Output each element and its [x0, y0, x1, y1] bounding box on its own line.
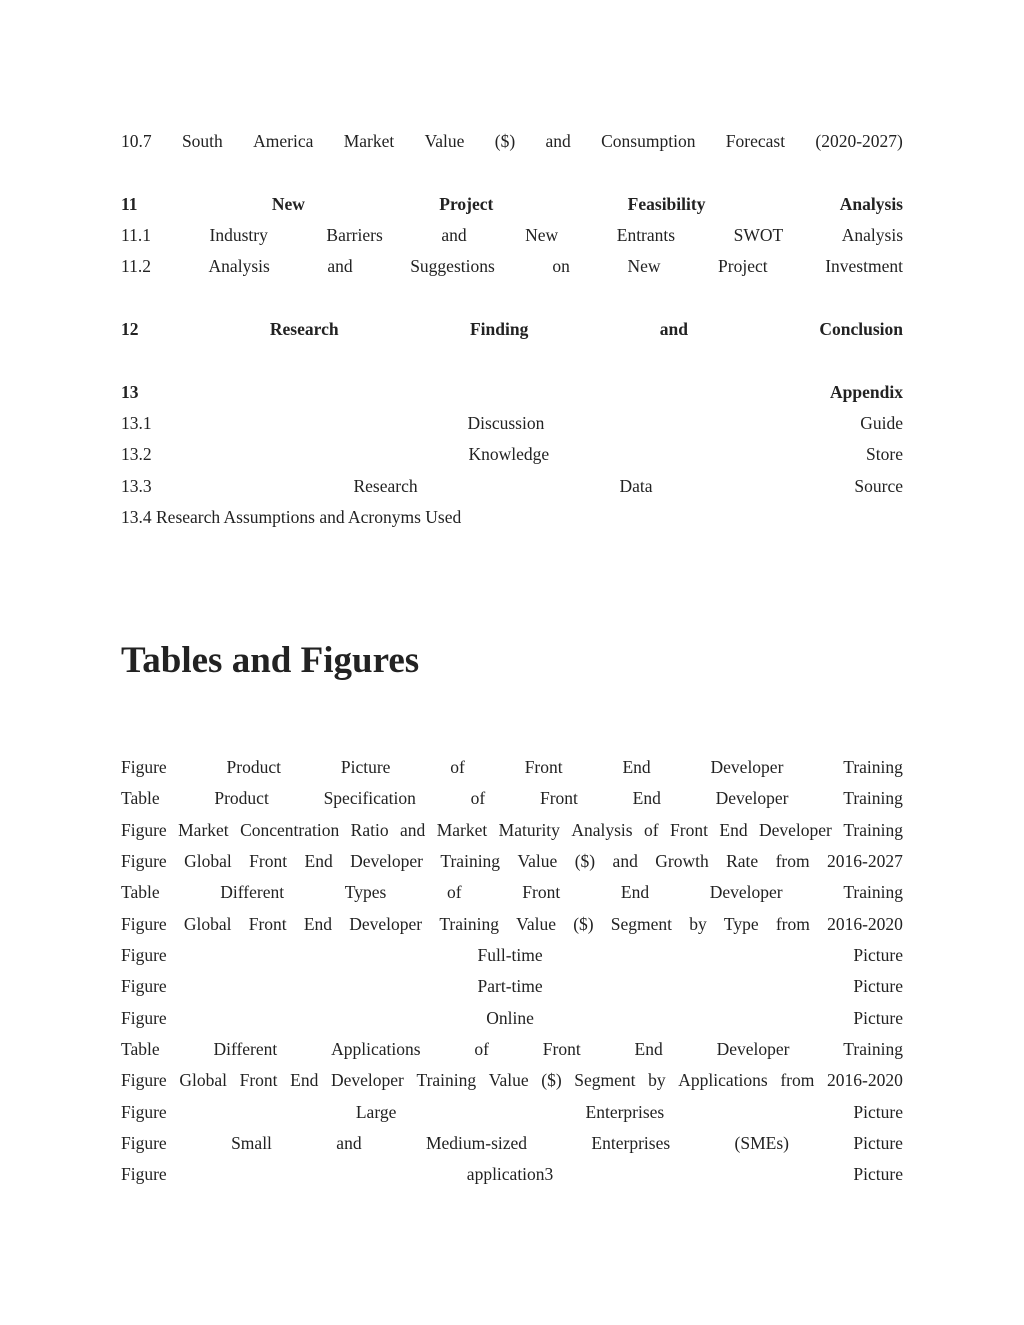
- line-word: ($): [574, 851, 596, 871]
- toc-line-13-2: [121, 443, 903, 465]
- figure-list-item: [121, 787, 903, 809]
- line-word: Table: [121, 1039, 160, 1059]
- line-word: Online: [486, 1008, 534, 1028]
- line-word: Segment: [610, 914, 673, 934]
- line-word: Front: [239, 1070, 278, 1090]
- line-word: Investment: [825, 256, 903, 276]
- line-word: Conclusion: [819, 319, 903, 339]
- line-word: Entrants: [616, 225, 676, 245]
- figure-list-item: [121, 1069, 903, 1091]
- line-word: Source: [854, 476, 903, 496]
- line-word: Developer: [349, 914, 423, 934]
- line-word: Applications: [678, 1070, 768, 1090]
- line-word: Consumption: [601, 131, 696, 151]
- line-word: Different: [213, 1039, 278, 1059]
- figure-list-item: [121, 756, 903, 778]
- line-word: Analysis: [839, 194, 903, 214]
- line-word: Part-time: [477, 976, 543, 996]
- line-word: Analysis: [208, 256, 270, 276]
- line-word: Training: [440, 851, 501, 871]
- line-word: Figure: [121, 945, 167, 965]
- line-word: Maturity: [498, 820, 560, 840]
- line-word: 13.2: [121, 444, 152, 464]
- line-word: Training: [843, 788, 903, 808]
- line-word: End: [290, 1070, 319, 1090]
- line-word: Growth: [655, 851, 709, 871]
- line-word: Product: [226, 757, 281, 777]
- line-word: Large: [355, 1102, 397, 1122]
- line-word: by: [648, 1070, 666, 1090]
- line-word: and: [659, 319, 688, 339]
- line-word: Picture: [853, 1102, 903, 1122]
- line-word: Analysis: [841, 225, 903, 245]
- line-word: of: [470, 788, 486, 808]
- line-word: Table: [121, 788, 160, 808]
- line-word: Forecast: [725, 131, 786, 151]
- line-word: of: [644, 820, 659, 840]
- line-word: Value: [488, 1070, 529, 1090]
- line-word: Picture: [853, 1008, 903, 1028]
- line-word: Front: [249, 851, 288, 871]
- figure-list-item: [121, 850, 903, 872]
- line-word: ($): [573, 914, 594, 934]
- line-word: End: [622, 757, 651, 777]
- line-word: Finding: [469, 319, 529, 339]
- line-word: Research: [353, 476, 418, 496]
- line-word: Developer: [715, 788, 789, 808]
- line-word: Figure: [121, 757, 167, 777]
- section-heading: Tables and Figures: [121, 640, 420, 681]
- line-word: 12: [121, 319, 139, 339]
- line-word: Value: [517, 851, 558, 871]
- line-word: Front: [524, 757, 563, 777]
- line-word: End: [620, 882, 650, 902]
- line-word: Developer: [350, 851, 423, 871]
- line-word: Global: [184, 851, 232, 871]
- line-word: Front: [542, 1039, 581, 1059]
- toc-line-13-4: [121, 506, 903, 528]
- line-word: Front: [248, 914, 287, 934]
- line-word: Developer: [330, 1070, 404, 1090]
- figure-list-item: [121, 944, 903, 966]
- line-word: Market: [178, 820, 229, 840]
- line-word: Picture: [853, 1164, 903, 1184]
- line-word: by: [689, 914, 707, 934]
- line-word: Picture: [853, 945, 903, 965]
- line-word: and: [327, 256, 353, 276]
- figure-list-item: [121, 881, 903, 903]
- line-word: Value: [516, 914, 557, 934]
- line-word: End: [303, 914, 333, 934]
- line-word: 13.4 Research Assumptions and Acronyms Used: [121, 507, 462, 527]
- line-word: Product: [214, 788, 269, 808]
- line-word: ($): [494, 131, 516, 151]
- figure-list-item: [121, 819, 903, 841]
- line-word: Suggestions: [410, 256, 495, 276]
- line-word: Industry: [209, 225, 268, 245]
- line-word: 2016-2027: [827, 851, 903, 871]
- line-word: Medium-sized: [425, 1133, 528, 1153]
- line-word: Training: [843, 820, 903, 840]
- line-word: Training: [843, 1039, 903, 1059]
- line-word: Figure: [121, 1008, 167, 1028]
- line-word: New: [271, 194, 305, 214]
- line-word: Training: [416, 1070, 477, 1090]
- line-word: application3: [466, 1164, 554, 1184]
- line-word: Figure: [121, 1070, 167, 1090]
- line-word: 13.3: [121, 476, 152, 496]
- line-word: SWOT: [733, 225, 784, 245]
- line-word: Discussion: [467, 413, 545, 433]
- line-word: Guide: [860, 413, 903, 433]
- line-word: 13: [121, 382, 139, 402]
- line-word: Picture: [853, 976, 903, 996]
- line-word: Figure: [121, 976, 167, 996]
- line-word: Front: [522, 882, 561, 902]
- line-word: Concentration: [240, 820, 340, 840]
- figure-list-item: [121, 1038, 903, 1060]
- line-word: and: [441, 225, 467, 245]
- figure-list-item: [121, 913, 903, 935]
- line-word: America: [253, 131, 314, 151]
- line-word: Market: [343, 131, 395, 151]
- line-word: Feasibility: [627, 194, 706, 214]
- line-word: 2016-2020: [827, 1070, 903, 1090]
- line-word: Full-time: [477, 945, 543, 965]
- figure-list-item: [121, 1101, 903, 1123]
- line-word: Developer: [709, 882, 783, 902]
- line-word: 11: [121, 194, 138, 214]
- line-word: Different: [220, 882, 285, 902]
- line-word: (SMEs): [734, 1133, 789, 1153]
- line-word: Applications: [331, 1039, 421, 1059]
- line-word: Data: [619, 476, 653, 496]
- line-word: and: [400, 820, 426, 840]
- line-word: Market: [436, 820, 488, 840]
- line-word: from: [775, 914, 810, 934]
- line-word: Picture: [853, 1133, 903, 1153]
- line-word: of: [447, 882, 462, 902]
- figure-list-item: [121, 975, 903, 997]
- line-word: Enterprises: [585, 1102, 665, 1122]
- line-word: from: [775, 851, 810, 871]
- line-word: End: [632, 788, 661, 808]
- line-word: Developer: [759, 820, 832, 840]
- line-word: New: [627, 256, 661, 276]
- line-word: Knowledge: [468, 444, 550, 464]
- line-word: of: [474, 1039, 489, 1059]
- line-word: Picture: [340, 757, 391, 777]
- line-word: 2016-2020: [827, 914, 903, 934]
- line-word: Barriers: [326, 225, 383, 245]
- line-word: of: [450, 757, 465, 777]
- line-word: Type: [723, 914, 759, 934]
- line-word: Figure: [121, 1133, 167, 1153]
- toc-line-11: [121, 193, 903, 215]
- toc-line-11-1: [121, 224, 903, 246]
- line-word: Figure: [121, 851, 167, 871]
- line-word: on: [552, 256, 570, 276]
- line-word: Rate: [726, 851, 759, 871]
- line-word: Project: [439, 194, 494, 214]
- line-word: Figure: [121, 1164, 167, 1184]
- line-word: 13.1: [121, 413, 152, 433]
- line-word: Project: [718, 256, 768, 276]
- line-word: Types: [344, 882, 387, 902]
- line-word: End: [634, 1039, 663, 1059]
- line-word: and: [612, 851, 638, 871]
- line-word: 11.1: [121, 225, 151, 245]
- toc-line-13-1: [121, 412, 903, 434]
- line-word: Figure: [121, 820, 167, 840]
- line-word: Training: [843, 757, 903, 777]
- line-word: Analysis: [571, 820, 633, 840]
- line-word: Front: [670, 820, 708, 840]
- line-word: and: [545, 131, 571, 151]
- line-word: Segment: [574, 1070, 636, 1090]
- line-word: Developer: [716, 1039, 790, 1059]
- line-word: and: [336, 1133, 362, 1153]
- toc-line-12: [121, 318, 903, 340]
- line-word: Small: [231, 1133, 272, 1153]
- line-word: 11.2: [121, 256, 151, 276]
- toc-line-10-7: [121, 130, 903, 152]
- figure-list-item: [121, 1007, 903, 1029]
- line-word: Ratio: [350, 820, 389, 840]
- line-word: End: [304, 851, 333, 871]
- line-word: Store: [866, 444, 903, 464]
- line-word: Training: [439, 914, 499, 934]
- toc-line-11-2: [121, 255, 903, 277]
- line-word: New: [525, 225, 559, 245]
- line-word: Value: [424, 131, 465, 151]
- line-word: Research: [269, 319, 339, 339]
- line-word: End: [719, 820, 748, 840]
- line-word: Training: [843, 882, 903, 902]
- toc-line-13: [121, 381, 903, 403]
- figure-list-item: [121, 1132, 903, 1154]
- figure-list-item: [121, 1163, 903, 1185]
- line-word: ($): [541, 1070, 562, 1090]
- line-word: (2020-2027): [815, 131, 903, 151]
- line-word: Figure: [121, 914, 167, 934]
- line-word: Front: [539, 788, 578, 808]
- line-word: 10.7: [121, 131, 152, 151]
- line-word: Enterprises: [591, 1133, 671, 1153]
- line-word: Table: [121, 882, 160, 902]
- line-word: Specification: [323, 788, 416, 808]
- line-word: Developer: [710, 757, 784, 777]
- line-word: Global: [179, 1070, 227, 1090]
- line-word: from: [780, 1070, 815, 1090]
- line-word: Global: [183, 914, 232, 934]
- toc-line-13-3: [121, 475, 903, 497]
- line-word: Figure: [121, 1102, 167, 1122]
- line-word: South: [181, 131, 223, 151]
- line-word: Appendix: [830, 382, 903, 402]
